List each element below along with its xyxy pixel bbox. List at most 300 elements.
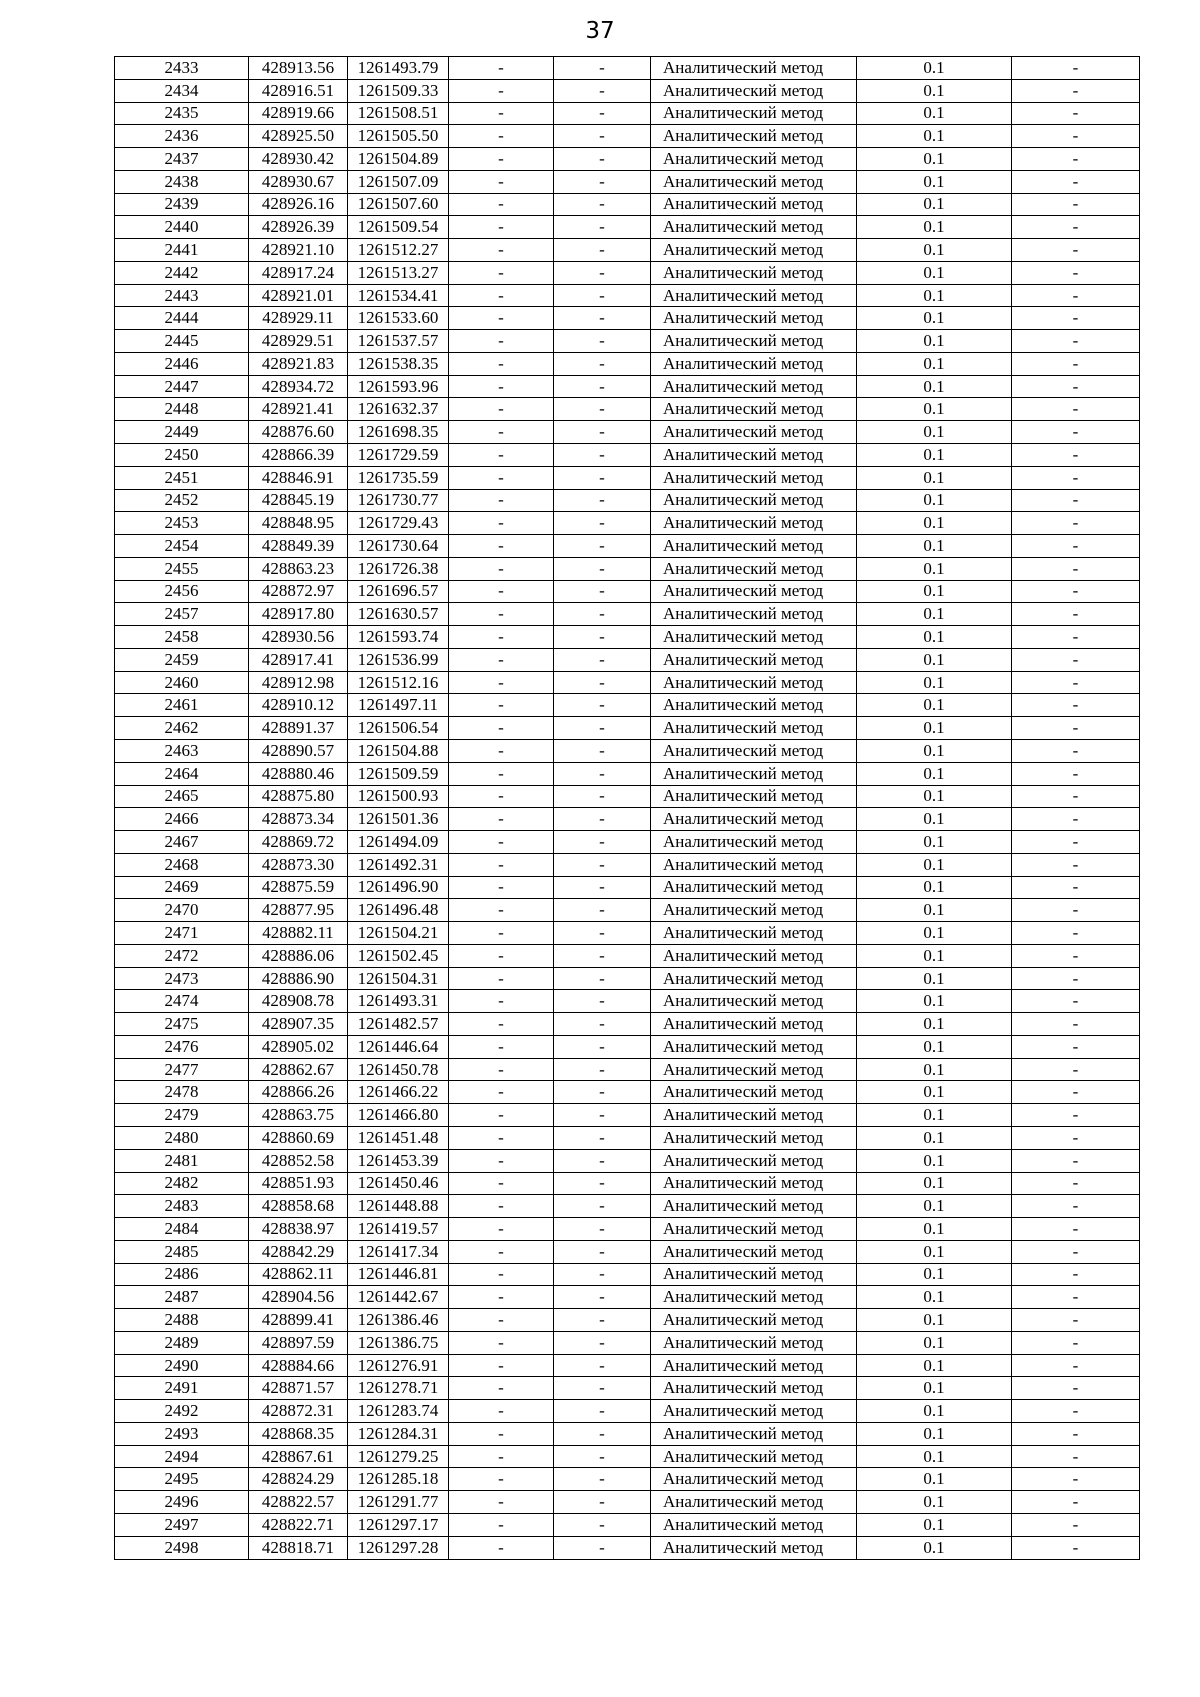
col8-cell: - <box>1012 102 1140 125</box>
x-coordinate-cell: 428916.51 <box>249 79 348 102</box>
point-number-cell: 2481 <box>115 1149 249 1172</box>
col8-cell: - <box>1012 626 1140 649</box>
x-coordinate-cell: 428862.67 <box>249 1058 348 1081</box>
error-cell: 0.1 <box>857 626 1012 649</box>
col8-cell: - <box>1012 876 1140 899</box>
col8-cell: - <box>1012 466 1140 489</box>
point-number-cell: 2446 <box>115 352 249 375</box>
x-coordinate-cell: 428917.41 <box>249 648 348 671</box>
col5-cell: - <box>554 1536 651 1559</box>
page-number: 37 <box>585 18 615 44</box>
col5-cell: - <box>554 1081 651 1104</box>
error-cell: 0.1 <box>857 239 1012 262</box>
col5-cell: - <box>554 1035 651 1058</box>
method-cell: Аналитический метод <box>651 626 857 649</box>
y-coordinate-cell: 1261513.27 <box>348 261 449 284</box>
error-cell: 0.1 <box>857 876 1012 899</box>
error-cell: 0.1 <box>857 1331 1012 1354</box>
table-row <box>115 125 1140 148</box>
col4-cell: - <box>449 1013 554 1036</box>
col4-cell: - <box>449 626 554 649</box>
col5-cell: - <box>554 193 651 216</box>
method-cell: Аналитический метод <box>651 580 857 603</box>
x-coordinate-cell: 428905.02 <box>249 1035 348 1058</box>
col4-cell: - <box>449 444 554 467</box>
table-row <box>115 307 1140 330</box>
method-cell: Аналитический метод <box>651 57 857 80</box>
error-cell: 0.1 <box>857 1149 1012 1172</box>
method-cell: Аналитический метод <box>651 1081 857 1104</box>
col5-cell: - <box>554 170 651 193</box>
y-coordinate-cell: 1261504.89 <box>348 148 449 171</box>
col5-cell: - <box>554 671 651 694</box>
col8-cell: - <box>1012 284 1140 307</box>
col8-cell: - <box>1012 762 1140 785</box>
point-number-cell: 2475 <box>115 1013 249 1036</box>
table-row <box>115 1035 1140 1058</box>
error-cell: 0.1 <box>857 648 1012 671</box>
y-coordinate-cell: 1261512.27 <box>348 239 449 262</box>
y-coordinate-cell: 1261500.93 <box>348 785 449 808</box>
point-number-cell: 2471 <box>115 922 249 945</box>
method-cell: Аналитический метод <box>651 216 857 239</box>
x-coordinate-cell: 428925.50 <box>249 125 348 148</box>
table-row <box>115 512 1140 535</box>
col4-cell: - <box>449 853 554 876</box>
table-row <box>115 1081 1140 1104</box>
y-coordinate-cell: 1261726.38 <box>348 557 449 580</box>
table-row <box>115 1126 1140 1149</box>
error-cell: 0.1 <box>857 1172 1012 1195</box>
col8-cell: - <box>1012 831 1140 854</box>
col5-cell: - <box>554 1240 651 1263</box>
x-coordinate-cell: 428822.57 <box>249 1491 348 1514</box>
error-cell: 0.1 <box>857 1377 1012 1400</box>
error-cell: 0.1 <box>857 79 1012 102</box>
col8-cell: - <box>1012 216 1140 239</box>
col5-cell: - <box>554 944 651 967</box>
y-coordinate-cell: 1261448.88 <box>348 1195 449 1218</box>
col4-cell: - <box>449 1354 554 1377</box>
error-cell: 0.1 <box>857 148 1012 171</box>
x-coordinate-cell: 428899.41 <box>249 1309 348 1332</box>
method-cell: Аналитический метод <box>651 102 857 125</box>
col5-cell: - <box>554 1491 651 1514</box>
error-cell: 0.1 <box>857 1081 1012 1104</box>
col5-cell: - <box>554 466 651 489</box>
col4-cell: - <box>449 1195 554 1218</box>
col4-cell: - <box>449 466 554 489</box>
method-cell: Аналитический метод <box>651 1149 857 1172</box>
point-number-cell: 2484 <box>115 1218 249 1241</box>
table-row <box>115 1058 1140 1081</box>
error-cell: 0.1 <box>857 1058 1012 1081</box>
col8-cell: - <box>1012 148 1140 171</box>
point-number-cell: 2474 <box>115 990 249 1013</box>
x-coordinate-cell: 428846.91 <box>249 466 348 489</box>
col5-cell: - <box>554 535 651 558</box>
method-cell: Аналитический метод <box>651 762 857 785</box>
error-cell: 0.1 <box>857 967 1012 990</box>
method-cell: Аналитический метод <box>651 1104 857 1127</box>
error-cell: 0.1 <box>857 375 1012 398</box>
point-number-cell: 2454 <box>115 535 249 558</box>
col8-cell: - <box>1012 193 1140 216</box>
y-coordinate-cell: 1261735.59 <box>348 466 449 489</box>
x-coordinate-cell: 428862.11 <box>249 1263 348 1286</box>
x-coordinate-cell: 428921.10 <box>249 239 348 262</box>
x-coordinate-cell: 428917.24 <box>249 261 348 284</box>
y-coordinate-cell: 1261505.50 <box>348 125 449 148</box>
x-coordinate-cell: 428872.31 <box>249 1400 348 1423</box>
method-cell: Аналитический метод <box>651 785 857 808</box>
method-cell: Аналитический метод <box>651 489 857 512</box>
x-coordinate-cell: 428921.83 <box>249 352 348 375</box>
point-number-cell: 2452 <box>115 489 249 512</box>
method-cell: Аналитический метод <box>651 648 857 671</box>
x-coordinate-cell: 428930.56 <box>249 626 348 649</box>
col5-cell: - <box>554 808 651 831</box>
col8-cell: - <box>1012 512 1140 535</box>
col4-cell: - <box>449 1126 554 1149</box>
col4-cell: - <box>449 1172 554 1195</box>
error-cell: 0.1 <box>857 580 1012 603</box>
x-coordinate-cell: 428858.68 <box>249 1195 348 1218</box>
error-cell: 0.1 <box>857 1240 1012 1263</box>
col5-cell: - <box>554 102 651 125</box>
col5-cell: - <box>554 876 651 899</box>
col4-cell: - <box>449 694 554 717</box>
method-cell: Аналитический метод <box>651 421 857 444</box>
col8-cell: - <box>1012 57 1140 80</box>
col5-cell: - <box>554 261 651 284</box>
point-number-cell: 2496 <box>115 1491 249 1514</box>
x-coordinate-cell: 428919.66 <box>249 102 348 125</box>
table-row <box>115 261 1140 284</box>
error-cell: 0.1 <box>857 535 1012 558</box>
method-cell: Аналитический метод <box>651 193 857 216</box>
y-coordinate-cell: 1261496.90 <box>348 876 449 899</box>
col4-cell: - <box>449 1149 554 1172</box>
table-row <box>115 466 1140 489</box>
table-row <box>115 1491 1140 1514</box>
error-cell: 0.1 <box>857 1263 1012 1286</box>
col4-cell: - <box>449 398 554 421</box>
coordinates-table <box>114 56 1140 1560</box>
y-coordinate-cell: 1261386.46 <box>348 1309 449 1332</box>
y-coordinate-cell: 1261466.80 <box>348 1104 449 1127</box>
col8-cell: - <box>1012 489 1140 512</box>
x-coordinate-cell: 428921.41 <box>249 398 348 421</box>
y-coordinate-cell: 1261502.45 <box>348 944 449 967</box>
y-coordinate-cell: 1261507.09 <box>348 170 449 193</box>
x-coordinate-cell: 428872.97 <box>249 580 348 603</box>
error-cell: 0.1 <box>857 808 1012 831</box>
x-coordinate-cell: 428917.80 <box>249 603 348 626</box>
table-row <box>115 1354 1140 1377</box>
y-coordinate-cell: 1261504.21 <box>348 922 449 945</box>
y-coordinate-cell: 1261284.31 <box>348 1422 449 1445</box>
table-row <box>115 853 1140 876</box>
point-number-cell: 2441 <box>115 239 249 262</box>
x-coordinate-cell: 428873.30 <box>249 853 348 876</box>
x-coordinate-cell: 428851.93 <box>249 1172 348 1195</box>
point-number-cell: 2440 <box>115 216 249 239</box>
col4-cell: - <box>449 170 554 193</box>
point-number-cell: 2493 <box>115 1422 249 1445</box>
point-number-cell: 2439 <box>115 193 249 216</box>
method-cell: Аналитический метод <box>651 261 857 284</box>
point-number-cell: 2443 <box>115 284 249 307</box>
point-number-cell: 2451 <box>115 466 249 489</box>
col5-cell: - <box>554 739 651 762</box>
point-number-cell: 2483 <box>115 1195 249 1218</box>
error-cell: 0.1 <box>857 603 1012 626</box>
table-row <box>115 1286 1140 1309</box>
error-cell: 0.1 <box>857 944 1012 967</box>
col4-cell: - <box>449 216 554 239</box>
table-row <box>115 1422 1140 1445</box>
point-number-cell: 2459 <box>115 648 249 671</box>
method-cell: Аналитический метод <box>651 557 857 580</box>
col8-cell: - <box>1012 1377 1140 1400</box>
y-coordinate-cell: 1261386.75 <box>348 1331 449 1354</box>
y-coordinate-cell: 1261496.48 <box>348 899 449 922</box>
x-coordinate-cell: 428930.42 <box>249 148 348 171</box>
table-row <box>115 1331 1140 1354</box>
x-coordinate-cell: 428848.95 <box>249 512 348 535</box>
col4-cell: - <box>449 239 554 262</box>
col4-cell: - <box>449 512 554 535</box>
col8-cell: - <box>1012 944 1140 967</box>
error-cell: 0.1 <box>857 922 1012 945</box>
col5-cell: - <box>554 1331 651 1354</box>
x-coordinate-cell: 428886.90 <box>249 967 348 990</box>
col4-cell: - <box>449 307 554 330</box>
x-coordinate-cell: 428845.19 <box>249 489 348 512</box>
method-cell: Аналитический метод <box>651 967 857 990</box>
col4-cell: - <box>449 102 554 125</box>
table-row <box>115 762 1140 785</box>
point-number-cell: 2442 <box>115 261 249 284</box>
table-row <box>115 535 1140 558</box>
error-cell: 0.1 <box>857 671 1012 694</box>
col4-cell: - <box>449 125 554 148</box>
y-coordinate-cell: 1261450.46 <box>348 1172 449 1195</box>
col4-cell: - <box>449 352 554 375</box>
col4-cell: - <box>449 1491 554 1514</box>
table-row <box>115 671 1140 694</box>
error-cell: 0.1 <box>857 1354 1012 1377</box>
col4-cell: - <box>449 1286 554 1309</box>
col8-cell: - <box>1012 1514 1140 1537</box>
x-coordinate-cell: 428867.61 <box>249 1445 348 1468</box>
col4-cell: - <box>449 1536 554 1559</box>
col4-cell: - <box>449 1468 554 1491</box>
method-cell: Аналитический метод <box>651 694 857 717</box>
y-coordinate-cell: 1261536.99 <box>348 648 449 671</box>
y-coordinate-cell: 1261442.67 <box>348 1286 449 1309</box>
table-row <box>115 580 1140 603</box>
table-row <box>115 1445 1140 1468</box>
table-row <box>115 1195 1140 1218</box>
col8-cell: - <box>1012 671 1140 694</box>
col4-cell: - <box>449 330 554 353</box>
method-cell: Аналитический метод <box>651 307 857 330</box>
error-cell: 0.1 <box>857 1422 1012 1445</box>
point-number-cell: 2464 <box>115 762 249 785</box>
col4-cell: - <box>449 1263 554 1286</box>
col4-cell: - <box>449 876 554 899</box>
table-row <box>115 1218 1140 1241</box>
col4-cell: - <box>449 580 554 603</box>
method-cell: Аналитический метод <box>651 352 857 375</box>
y-coordinate-cell: 1261450.78 <box>348 1058 449 1081</box>
method-cell: Аналитический метод <box>651 1240 857 1263</box>
error-cell: 0.1 <box>857 1514 1012 1537</box>
error-cell: 0.1 <box>857 125 1012 148</box>
table-row <box>115 967 1140 990</box>
y-coordinate-cell: 1261451.48 <box>348 1126 449 1149</box>
col5-cell: - <box>554 785 651 808</box>
col4-cell: - <box>449 193 554 216</box>
col8-cell: - <box>1012 1400 1140 1423</box>
col5-cell: - <box>554 1218 651 1241</box>
x-coordinate-cell: 428860.69 <box>249 1126 348 1149</box>
x-coordinate-cell: 428875.80 <box>249 785 348 808</box>
col8-cell: - <box>1012 1218 1140 1241</box>
method-cell: Аналитический метод <box>651 330 857 353</box>
col5-cell: - <box>554 1400 651 1423</box>
col5-cell: - <box>554 1468 651 1491</box>
col5-cell: - <box>554 307 651 330</box>
col8-cell: - <box>1012 580 1140 603</box>
point-number-cell: 2492 <box>115 1400 249 1423</box>
col4-cell: - <box>449 261 554 284</box>
error-cell: 0.1 <box>857 1218 1012 1241</box>
col8-cell: - <box>1012 648 1140 671</box>
col5-cell: - <box>554 717 651 740</box>
y-coordinate-cell: 1261509.59 <box>348 762 449 785</box>
y-coordinate-cell: 1261509.33 <box>348 79 449 102</box>
method-cell: Аналитический метод <box>651 398 857 421</box>
error-cell: 0.1 <box>857 1445 1012 1468</box>
error-cell: 0.1 <box>857 899 1012 922</box>
x-coordinate-cell: 428873.34 <box>249 808 348 831</box>
table-row <box>115 57 1140 80</box>
table-row <box>115 1240 1140 1263</box>
x-coordinate-cell: 428913.56 <box>249 57 348 80</box>
point-number-cell: 2479 <box>115 1104 249 1127</box>
table-row <box>115 239 1140 262</box>
x-coordinate-cell: 428880.46 <box>249 762 348 785</box>
point-number-cell: 2447 <box>115 375 249 398</box>
col5-cell: - <box>554 922 651 945</box>
point-number-cell: 2466 <box>115 808 249 831</box>
x-coordinate-cell: 428876.60 <box>249 421 348 444</box>
point-number-cell: 2462 <box>115 717 249 740</box>
point-number-cell: 2463 <box>115 739 249 762</box>
y-coordinate-cell: 1261291.77 <box>348 1491 449 1514</box>
error-cell: 0.1 <box>857 717 1012 740</box>
table-row <box>115 489 1140 512</box>
y-coordinate-cell: 1261285.18 <box>348 1468 449 1491</box>
method-cell: Аналитический метод <box>651 603 857 626</box>
col5-cell: - <box>554 831 651 854</box>
error-cell: 0.1 <box>857 1195 1012 1218</box>
y-coordinate-cell: 1261593.96 <box>348 375 449 398</box>
col8-cell: - <box>1012 785 1140 808</box>
col5-cell: - <box>554 990 651 1013</box>
table-row <box>115 1104 1140 1127</box>
col5-cell: - <box>554 1104 651 1127</box>
point-number-cell: 2433 <box>115 57 249 80</box>
table-row <box>115 148 1140 171</box>
x-coordinate-cell: 428869.72 <box>249 831 348 854</box>
col4-cell: - <box>449 944 554 967</box>
method-cell: Аналитический метод <box>651 922 857 945</box>
col8-cell: - <box>1012 1445 1140 1468</box>
col5-cell: - <box>554 57 651 80</box>
col5-cell: - <box>554 216 651 239</box>
table-row <box>115 899 1140 922</box>
x-coordinate-cell: 428926.39 <box>249 216 348 239</box>
table-row <box>115 876 1140 899</box>
point-number-cell: 2477 <box>115 1058 249 1081</box>
method-cell: Аналитический метод <box>651 375 857 398</box>
col4-cell: - <box>449 557 554 580</box>
x-coordinate-cell: 428863.23 <box>249 557 348 580</box>
method-cell: Аналитический метод <box>651 1422 857 1445</box>
col4-cell: - <box>449 899 554 922</box>
col4-cell: - <box>449 762 554 785</box>
table-row <box>115 808 1140 831</box>
method-cell: Аналитический метод <box>651 1354 857 1377</box>
point-number-cell: 2437 <box>115 148 249 171</box>
point-number-cell: 2469 <box>115 876 249 899</box>
table-row <box>115 626 1140 649</box>
point-number-cell: 2470 <box>115 899 249 922</box>
point-number-cell: 2445 <box>115 330 249 353</box>
method-cell: Аналитический метод <box>651 1468 857 1491</box>
table-row <box>115 1536 1140 1559</box>
error-cell: 0.1 <box>857 1400 1012 1423</box>
col4-cell: - <box>449 1331 554 1354</box>
x-coordinate-cell: 428907.35 <box>249 1013 348 1036</box>
col8-cell: - <box>1012 375 1140 398</box>
col8-cell: - <box>1012 421 1140 444</box>
point-number-cell: 2434 <box>115 79 249 102</box>
point-number-cell: 2488 <box>115 1309 249 1332</box>
point-number-cell: 2455 <box>115 557 249 580</box>
x-coordinate-cell: 428842.29 <box>249 1240 348 1263</box>
col5-cell: - <box>554 1013 651 1036</box>
col5-cell: - <box>554 284 651 307</box>
method-cell: Аналитический метод <box>651 1195 857 1218</box>
table-row <box>115 444 1140 467</box>
point-number-cell: 2472 <box>115 944 249 967</box>
col8-cell: - <box>1012 330 1140 353</box>
point-number-cell: 2495 <box>115 1468 249 1491</box>
y-coordinate-cell: 1261446.64 <box>348 1035 449 1058</box>
error-cell: 0.1 <box>857 398 1012 421</box>
col5-cell: - <box>554 603 651 626</box>
x-coordinate-cell: 428868.35 <box>249 1422 348 1445</box>
method-cell: Аналитический метод <box>651 1377 857 1400</box>
method-cell: Аналитический метод <box>651 876 857 899</box>
col5-cell: - <box>554 853 651 876</box>
table-row <box>115 739 1140 762</box>
